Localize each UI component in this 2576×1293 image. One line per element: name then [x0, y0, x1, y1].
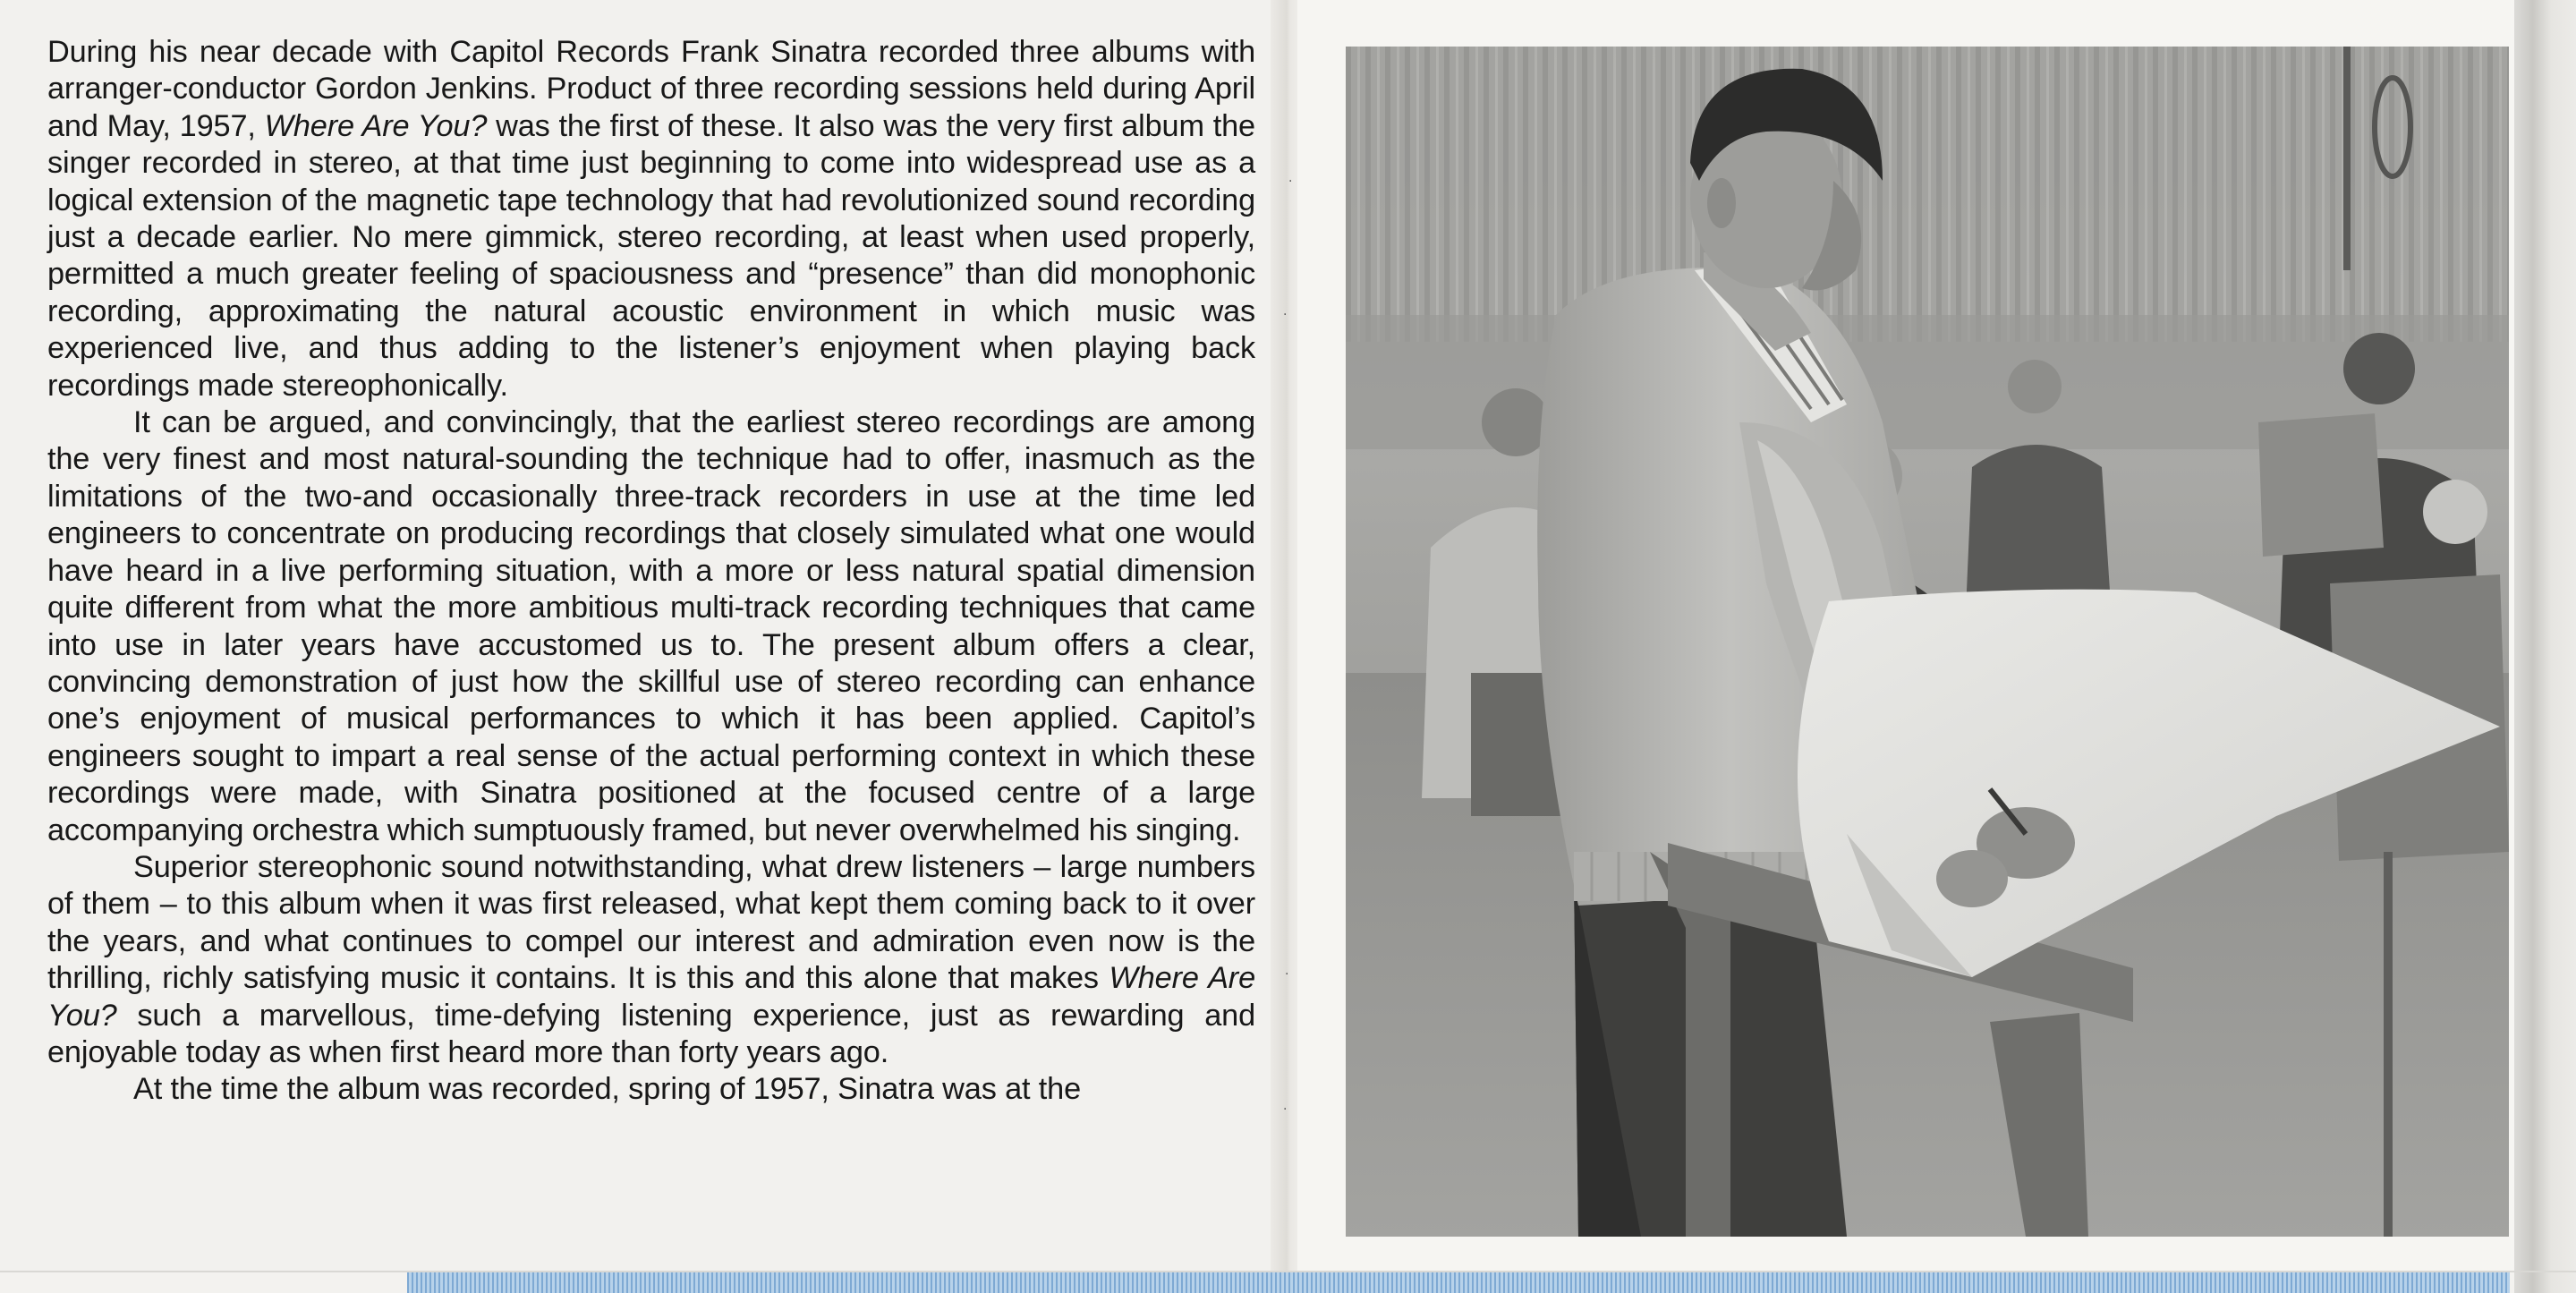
paragraph-2: [47, 404, 1255, 849]
paragraph-3: [47, 849, 1255, 1071]
p3-segment-1: Superior stereophonic sound notwithstanding, what drew listeners – large numbers of them – to this album when it was first released, what kept them coming back to it over the years, and what continues to compel our interest and admiration even now is the thrilling, richly satisfying music it contains. It is this and this alone that makes: [47, 849, 1255, 996]
liner-notes-text: [47, 34, 1255, 1109]
p2-segment-1: It can be argued, and convincingly, that the earliest stereo recordings are among the very finest and most natural-sounding the technique had to offer, inasmuch as the limitations of the two-and occasionally three-track recorders in use at the time led engineers to concentrate on producing recordings that closely simulated what one would have heard in a live performing situation, with a more or less natural spatial dimension quite different from what the more ambitious multi-track recording techniques that came into use in later years have accustomed us to. The present album offers a clear, convincing demonstration of just how the skillful use of stereo recording can enhance one’s enjoyment of musical performances to which it has been applied. Capitol’s engineers sought to impart a real sense of the actual performing context in which these recordings were made, with Sinatra positioned at the focused centre of a large accompanying orchestra which sumptuously framed, but never overwhelmed his singing.: [47, 405, 1255, 847]
dust-speck: ·: [1285, 967, 1289, 982]
paragraph-1: [47, 34, 1255, 404]
left-page: [0, 0, 1279, 1271]
paragraph-4: [47, 1071, 1255, 1108]
album-title-italic: Where Are You?: [47, 961, 1255, 1033]
sinatra-studio-photo: [1346, 47, 2509, 1237]
p4-segment-1: At the time the album was recorded, spring of 1957, Sinatra was at the: [133, 1072, 1082, 1107]
album-title-italic: Where Are You?: [264, 108, 488, 143]
dust-speck: ·: [1288, 174, 1293, 189]
p1-segment-1: During his near decade with Capitol Records Frank Sinatra recorded three albums with arranger-conductor Gordon Jenkins. Product of three recording sessions held during April and May, 1957,: [47, 35, 1255, 143]
cover-edge-strip: [407, 1272, 2510, 1293]
dust-speck: ·: [1283, 1102, 1288, 1117]
right-page-edge: [2514, 0, 2576, 1293]
p3-segment-3: such a marvellous, time-defying listening experience, just as rewarding and enjoyable today as when first heard more than forty years ago.: [47, 998, 1255, 1069]
dust-speck: ·: [1283, 308, 1288, 322]
p1-segment-3: was the first of these. It also was the very first album the singer recorded in stereo, at that time just beginning to come into widespread use as a logical extension of the magnetic tape technology that had revolutionized sound recording just a decade earlier. No mere gimmick, stereo recording, at least when used properly, permitted a much greater feeling of spaciousness and “presence” than did monophonic recording, approximating the natural acoustic environment in which music was experienced live, and thus adding to the listener’s enjoyment when playing back recordings made stereophonically.: [47, 108, 1255, 403]
